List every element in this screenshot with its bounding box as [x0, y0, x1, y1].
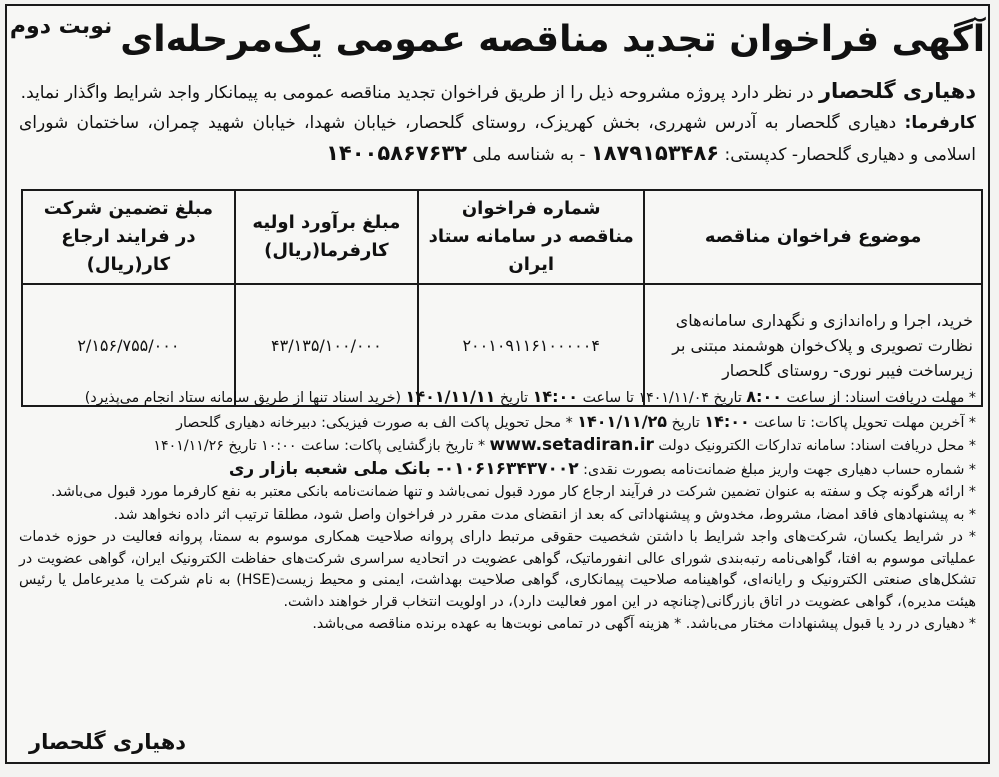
organization-name: دهیاری گلحصار	[818, 79, 976, 103]
note-date: ۱۴۰۱/۱۱/۱۱	[405, 387, 496, 406]
note-text: * مهلت دریافت اسناد: از ساعت	[781, 390, 976, 406]
account-number: ۰۱۰۶۱۶۳۴۳۷۰۰۲	[443, 458, 579, 479]
cell-tender-number: ۲۰۰۱۰۹۱۱۶۱۰۰۰۰۰۴	[418, 284, 644, 406]
intro-paragraph	[19, 76, 976, 170]
header-tender-number: شماره فراخوان مناقصه در سامانه ستاد ایران	[418, 190, 644, 284]
note-text: (خرید اسناد تنها از طریق سامانه ستاد انجام می‌پذیرد)	[84, 390, 406, 406]
cell-subject: خرید، اجرا و راه‌اندازی و نگهداری سامانه‌های نظارت تصویری و پلاک‌خوان هوشمند مبتنی بر زیرساخت فیبر نوری- روستای گلحصار	[644, 284, 982, 406]
postal-code: ۱۸۷۹۱۵۳۴۸۶	[590, 141, 720, 165]
note-text: تاریخ	[667, 414, 705, 431]
note-bank-account	[19, 459, 976, 482]
note-date: ۱۴۰۱/۱۱/۲۵	[577, 411, 668, 431]
note-text: تاریخ ۱۴۰۱/۱۱/۰۴ تا ساعت	[578, 390, 747, 406]
national-id-label: - به شناسه ملی	[467, 145, 591, 165]
setadiran-link: www.setadiran.ir	[489, 435, 654, 455]
note-text: * محل دریافت اسناد: سامانه تدارکات الکترونیک دولت	[653, 438, 976, 454]
note-invalid-offers: * به پیشنهادهای فاقد امضا، مشروط، مخدوش و پیشنهاداتی که بعد از انقضای مدت مقرر در فراخوان واصل شود، مطلقا ترتیب اثر داده نخواهد شد.	[113, 506, 976, 523]
employer-label: کارفرما:	[904, 113, 976, 133]
header-estimate: مبلغ برآورد اولیه کارفرما(ریال)	[235, 190, 418, 284]
table-header-row	[22, 190, 982, 284]
intro-text: در نظر دارد پروژه مشروحه ذیل را از طریق فراخوان تجدید مناقصه عمومی به پیمانکار واجد شرایط واگذار نماید.	[20, 83, 819, 103]
note-submission-deadline	[19, 411, 976, 435]
header-subject: موضوع فراخوان مناقصه	[644, 190, 982, 284]
note-text: * شماره حساب دهیاری جهت واریز مبلغ ضمانت‌نامه بصورت نقدی:	[578, 461, 976, 478]
header-guarantee: مبلغ تضمین شرکت در فرایند ارجاع کار(ریال)	[22, 190, 235, 284]
note-guarantee-type: * ارائه هرگونه چک و سفته به عنوان تضمین شرکت در فرآیند ارجاع کار مورد قبول نمی‌باشد و تنها ضمانت‌نامه بانکی معتبر به نفع کارفرما مورد قبول می‌باشد.	[51, 484, 976, 500]
note-text: * تاریخ بازگشایی پاکات: ساعت ۱۰:۰۰ تاریخ ۱۴۰۱/۱۱/۲۶	[153, 438, 490, 454]
national-id: ۱۴۰۰۵۸۶۷۶۳۲	[326, 141, 468, 165]
signature: دهیاری گلحصار	[29, 730, 187, 754]
cell-guarantee: ۲/۱۵۶/۷۵۵/۰۰۰	[22, 284, 235, 406]
note-time: ۸:۰۰	[746, 387, 782, 406]
note-text: * محل تحویل پاکت الف به صورت فیزیکی: دبیرخانه دهیاری گلحصار	[176, 414, 578, 431]
cell-estimate: ۴۳/۱۳۵/۱۰۰/۰۰۰	[235, 284, 418, 406]
bank-name: - بانک ملی شعبه بازار ری	[228, 458, 444, 479]
tender-notice	[5, 4, 990, 764]
note-time: ۱۴:۰۰	[532, 387, 579, 406]
notice-title: آگهی فراخوان تجدید مناقصه عمومی یک‌مرحله‌ای	[120, 19, 986, 60]
employer-address: دهیاری گلحصار به آدرس شهرری، بخش کهریزک، روستای گلحصار، خیابان شهدا، خیابان شهید چمران، ساختمان شورای اسلامی و دهیاری گلحصار- کدپستی:	[19, 113, 976, 165]
note-priority: * در شرایط یکسان، شرکت‌های واجد شرایط با داشتن شخصیت حقوقی مرتبط دارای پروانه صلاحیت همکاری موسوم به سمتا، پروانه فعالیت در حوزه خدمات عملیاتی موسوم به افتا، گواهی‌نامه رتبه‌بندی شورای عالی انفورماتیک، گواهی عضویت در اتحادیه سراسری شرکت‌های حفاظت الکترونیک ایران، گواهی عضویت در تشکل‌های صنعتی الکترونیک و رایانه‌ای، گواهینامه صلاحیت پیمانکاری، گواهی صلاحیت بهداشت، ایمنی و محیط زیست(HSE) به نام شرکت یا مدیرعامل یا رئیس هیئت مدیره)، گواهی عضویت در اتاق بازرگانی(چنانچه در این امور فعالیت دارد)، در اولویت انتخاب قرار خواهند داشت.	[19, 529, 976, 610]
tender-table	[21, 189, 983, 407]
note-document-deadline	[19, 386, 976, 410]
note-rights: * دهیاری در رد یا قبول پیشنهادات مختار می‌باشد. * هزینه آگهی در تمامی نوبت‌ها به عهده برنده مناقصه می‌باشد.	[312, 616, 976, 632]
title-row	[9, 10, 986, 70]
note-document-location	[19, 435, 976, 458]
notes-section	[19, 386, 976, 637]
note-text: * آخرین مهلت تحویل پاکات: تا ساعت	[749, 414, 976, 431]
publication-round: نوبت دوم	[9, 14, 113, 39]
note-text: تاریخ	[495, 390, 533, 406]
note-time: ۱۴:۰۰	[704, 411, 750, 431]
